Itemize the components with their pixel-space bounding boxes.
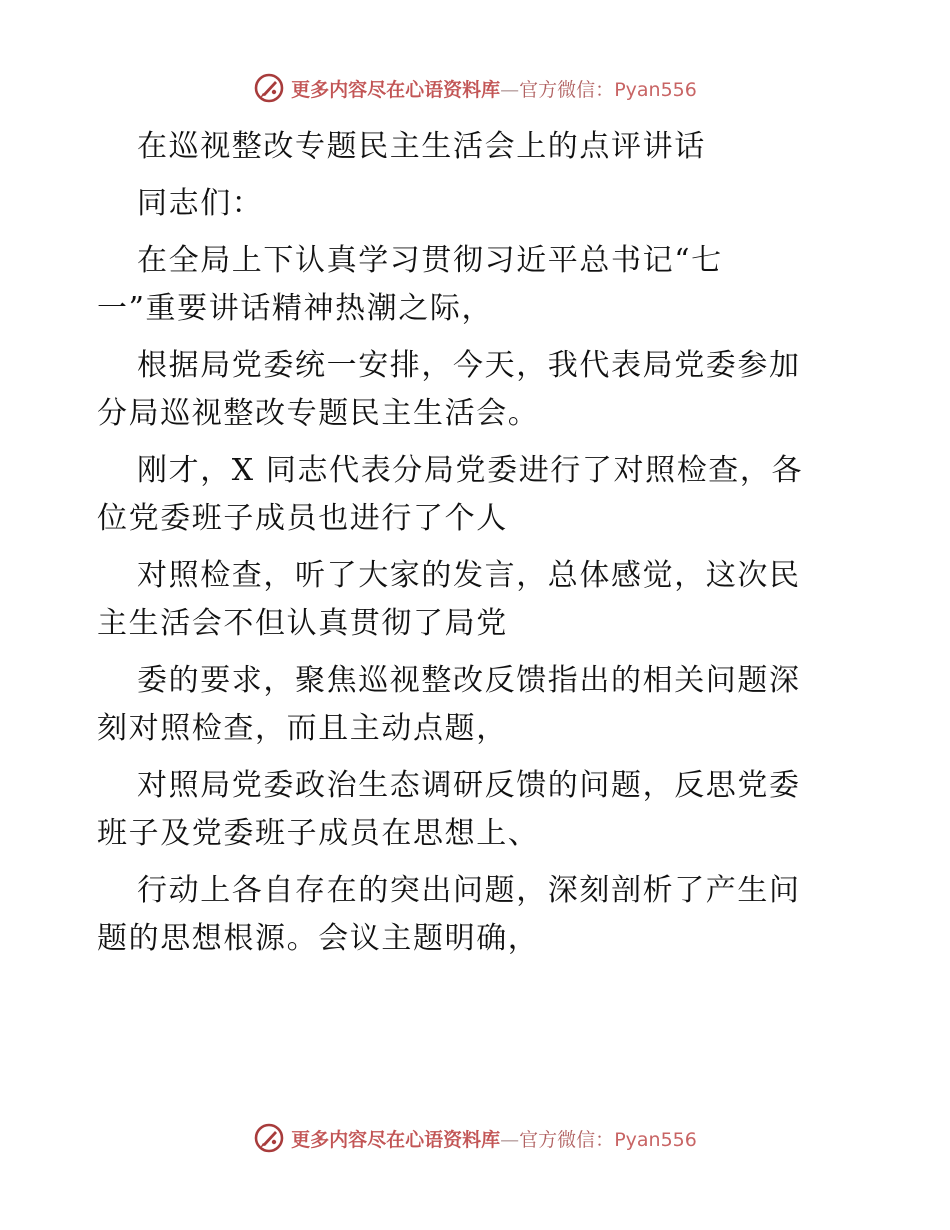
watermark-main: 更多内容尽在心语资料库: [291, 78, 501, 101]
doc-title: 在巡视整改专题民主生活会上的点评讲话: [137, 129, 706, 164]
watermark-text: [291, 1125, 697, 1152]
doc-salutation: 同志们：: [137, 186, 264, 221]
watermark-separator: —: [500, 78, 520, 101]
quill-logo-icon: [253, 1122, 285, 1154]
doc-line: 对照局党委政治生态调研反馈的问题，反思党委: [137, 768, 801, 803]
doc-line: 对照检查，听了大家的发言，总体感觉，这次民: [137, 558, 801, 593]
doc-line: 题的思想根源。会议主题明确，: [97, 921, 540, 956]
doc-line: 班子及党委班子成员在思想上、: [97, 816, 540, 851]
watermark-text: [291, 75, 697, 102]
doc-line: 主生活会不但认真贯彻了局党: [97, 606, 508, 641]
doc-line: 一”重要讲话精神热潮之际，: [97, 291, 494, 326]
watermark-wechat-id: Pyan556: [614, 78, 697, 101]
watermark-wechat-id: Pyan556: [614, 1128, 697, 1151]
doc-line: 刚才，X 同志代表分局党委进行了对照检查，各: [137, 453, 804, 488]
document-body: [97, 123, 857, 963]
watermark-wechat-label: 官方微信：: [519, 78, 615, 101]
watermark-wechat-label: 官方微信：: [519, 1128, 615, 1151]
watermark-separator: —: [500, 1128, 520, 1151]
doc-line: 位党委班子成员也进行了个人: [97, 501, 508, 536]
doc-line: 委的要求，聚焦巡视整改反馈指出的相关问题深: [137, 663, 801, 698]
doc-line: 在全局上下认真学习贯彻习近平总书记“七: [137, 243, 723, 278]
doc-line: 行动上各自存在的突出问题，深刻剖析了产生问: [137, 873, 801, 908]
doc-line: 根据局党委统一安排，今天，我代表局党委参加: [137, 348, 801, 383]
doc-line: 分局巡视整改专题民主生活会。: [97, 396, 540, 431]
watermark-main: 更多内容尽在心语资料库: [291, 1128, 501, 1151]
quill-logo-icon: [253, 72, 285, 104]
header-watermark: [0, 72, 950, 104]
doc-line: 刻对照检查，而且主动点题，: [97, 711, 508, 746]
footer-watermark: [0, 1122, 950, 1154]
